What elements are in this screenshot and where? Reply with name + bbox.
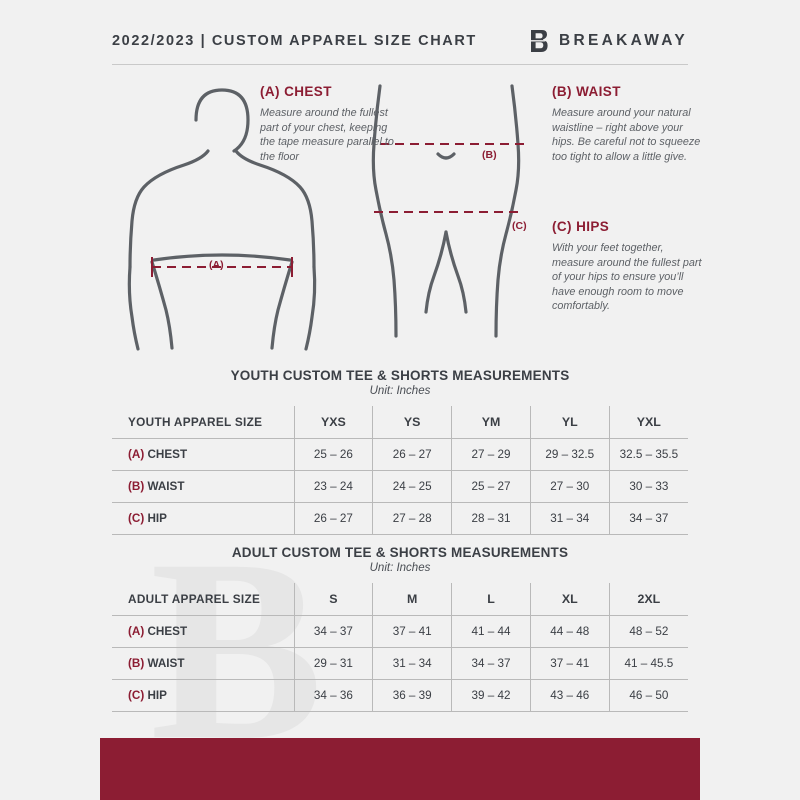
measure-label-b: (B) xyxy=(482,149,497,161)
hips-heading: (C) HIPS xyxy=(552,219,610,234)
cell: 37 – 41 xyxy=(373,615,452,647)
cell: 34 – 37 xyxy=(609,502,688,534)
row-tag-b: (B) xyxy=(128,656,145,670)
youth-section xyxy=(112,368,688,535)
row-label-hip xyxy=(112,679,294,711)
col-header-ym: YM xyxy=(452,406,531,438)
breakaway-b-logo-icon xyxy=(529,29,548,53)
cell: 39 – 42 xyxy=(452,679,531,711)
cell: 27 – 30 xyxy=(530,470,609,502)
col-header-xl: XL xyxy=(530,583,609,615)
cell: 27 – 28 xyxy=(373,502,452,534)
col-header-size: YOUTH APPAREL SIZE xyxy=(112,406,294,438)
row-name-waist: WAIST xyxy=(147,479,185,493)
cell: 36 – 39 xyxy=(373,679,452,711)
chest-description-block xyxy=(260,84,400,164)
row-label-chest xyxy=(112,438,294,470)
cell: 31 – 34 xyxy=(373,647,452,679)
cell: 29 – 32.5 xyxy=(530,438,609,470)
row-label-chest xyxy=(112,615,294,647)
col-header-l: L xyxy=(452,583,531,615)
brand-name: BREAKAWAY xyxy=(558,32,688,49)
cell: 26 – 27 xyxy=(294,502,373,534)
cell: 43 – 46 xyxy=(530,679,609,711)
adult-title: ADULT CUSTOM TEE & SHORTS MEASUREMENTS xyxy=(231,545,569,560)
row-label-waist xyxy=(112,647,294,679)
row-label-hip xyxy=(112,502,294,534)
waist-heading: (B) WAIST xyxy=(552,84,621,99)
hips-body: With your feet together, measure around the fullest part of your hips to ensure you’ll have enough room to move comfortably. xyxy=(552,242,702,313)
waist-description-block xyxy=(552,84,702,164)
chest-heading: (A) CHEST xyxy=(260,84,332,99)
cell: 27 – 29 xyxy=(452,438,531,470)
row-label-waist xyxy=(112,470,294,502)
hips-description-block xyxy=(552,219,702,314)
cell: 48 – 52 xyxy=(609,615,688,647)
adult-size-table xyxy=(112,583,688,712)
row-tag-c: (C) xyxy=(128,688,145,702)
row-name-waist: WAIST xyxy=(147,656,185,670)
row-tag-c: (C) xyxy=(128,511,145,525)
cell: 32.5 – 35.5 xyxy=(609,438,688,470)
cell: 37 – 41 xyxy=(530,647,609,679)
cell: 26 – 27 xyxy=(373,438,452,470)
cell: 41 – 44 xyxy=(452,615,531,647)
cell: 34 – 36 xyxy=(294,679,373,711)
adult-unit: Unit: Inches xyxy=(369,562,431,574)
cell: 23 – 24 xyxy=(294,470,373,502)
cell: 44 – 48 xyxy=(530,615,609,647)
adult-section xyxy=(112,545,688,712)
table-header-row xyxy=(112,583,688,615)
row-tag-a: (A) xyxy=(128,447,145,461)
col-header-m: M xyxy=(373,583,452,615)
row-tag-a: (A) xyxy=(128,624,145,638)
col-header-ys: YS xyxy=(373,406,452,438)
col-header-size: ADULT APPAREL SIZE xyxy=(112,583,294,615)
page-header xyxy=(0,18,800,64)
cell: 25 – 26 xyxy=(294,438,373,470)
youth-title: YOUTH CUSTOM TEE & SHORTS MEASUREMENTS xyxy=(230,368,570,383)
table-row xyxy=(112,470,688,502)
cell: 28 – 31 xyxy=(452,502,531,534)
table-row xyxy=(112,679,688,711)
table-row xyxy=(112,615,688,647)
waist-body: Measure around your natural waistline – right above your hips. Be careful not to squeeze too tight to allow a little give. xyxy=(552,107,701,163)
cell: 34 – 37 xyxy=(294,615,373,647)
row-name-chest: CHEST xyxy=(147,447,188,461)
measure-label-a: (A) xyxy=(209,259,224,271)
table-row xyxy=(112,438,688,470)
brand-lockup xyxy=(529,29,688,53)
col-header-yl: YL xyxy=(530,406,609,438)
chest-body: Measure around the fullest part of your chest, keeping the tape measure parallel to the floor xyxy=(260,107,394,163)
youth-size-table xyxy=(112,406,688,535)
row-name-hip: HIP xyxy=(147,511,167,525)
measurement-illustration xyxy=(112,72,702,362)
cell: 31 – 34 xyxy=(530,502,609,534)
cell: 30 – 33 xyxy=(609,470,688,502)
col-header-yxl: YXL xyxy=(609,406,688,438)
footer-bar xyxy=(100,738,700,800)
cell: 29 – 31 xyxy=(294,647,373,679)
cell: 41 – 45.5 xyxy=(609,647,688,679)
table-header-row xyxy=(112,406,688,438)
row-tag-b: (B) xyxy=(128,479,145,493)
col-header-s: S xyxy=(294,583,373,615)
row-name-chest: CHEST xyxy=(147,624,188,638)
col-header-2xl: 2XL xyxy=(609,583,688,615)
page-title: 2022/2023 | CUSTOM APPAREL SIZE CHART xyxy=(112,33,477,49)
table-row xyxy=(112,502,688,534)
measure-label-c: (C) xyxy=(512,220,527,232)
cell: 25 – 27 xyxy=(452,470,531,502)
cell: 24 – 25 xyxy=(373,470,452,502)
header-divider xyxy=(112,64,688,65)
cell: 34 – 37 xyxy=(452,647,531,679)
col-header-yxs: YXS xyxy=(294,406,373,438)
youth-unit: Unit: Inches xyxy=(369,385,431,397)
cell: 46 – 50 xyxy=(609,679,688,711)
row-name-hip: HIP xyxy=(147,688,167,702)
table-row xyxy=(112,647,688,679)
